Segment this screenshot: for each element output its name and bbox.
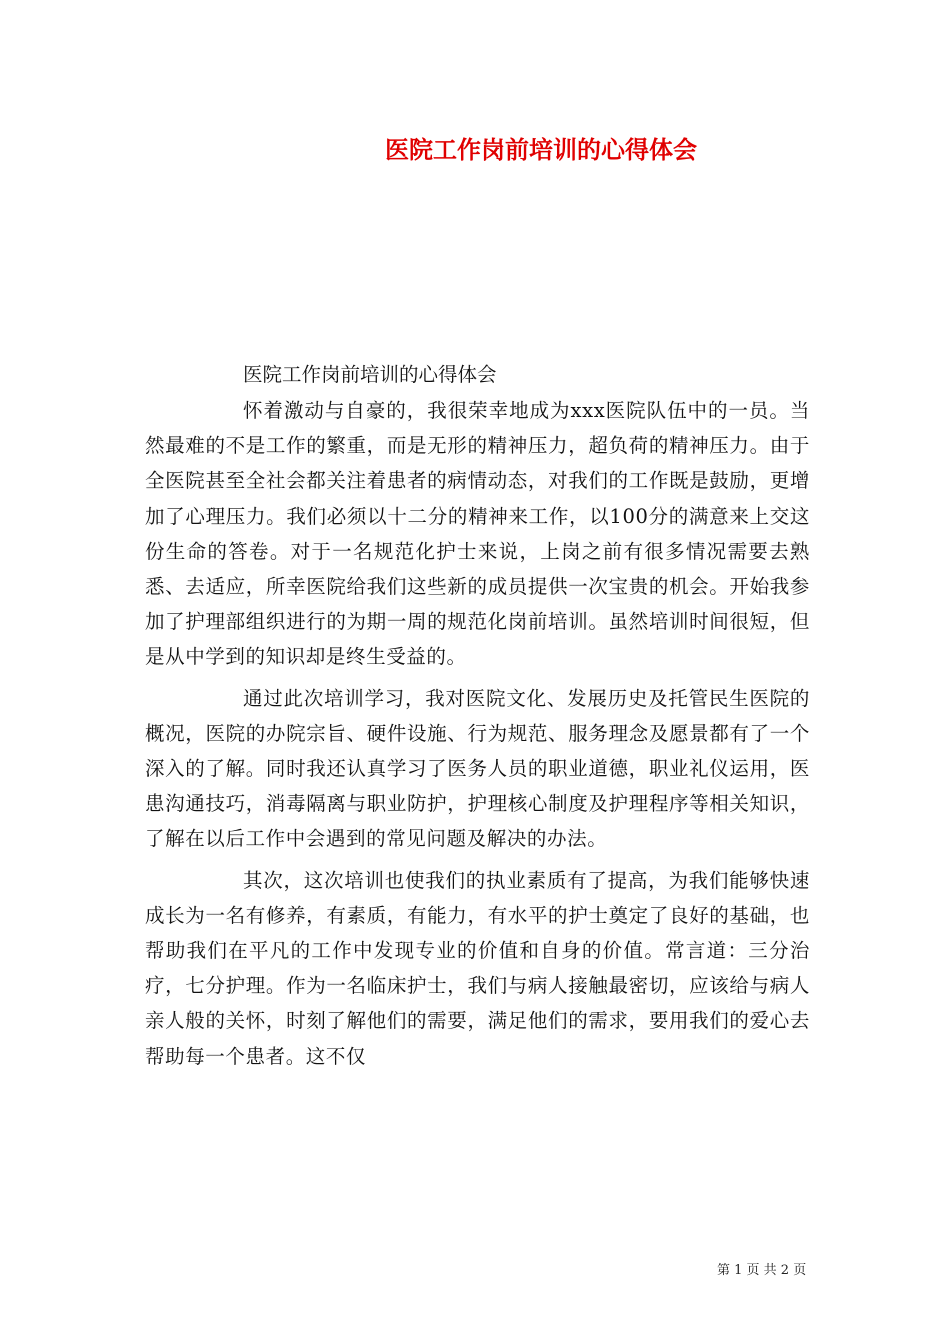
paragraph-3: 其次，这次培训也使我们的执业素质有了提高，为我们能够快速成长为一名有修养，有素质，有能力，有水平的护士奠定了良好的基础，也帮助我们在平凡的工作中发现专业的价值和自身的价值。常言道：三分治疗，七分护理。作为一名临床护士，我们与病人接触最密切，应该给与病人亲人般的关怀，时刻了解他们的需要，满足他们的需求，要用我们的爱心去帮助每一个患者。这不仅	[145, 868, 810, 1068]
paragraph-2: 通过此次培训学习，我对医院文化、发展历史及托管民生医院的概况，医院的办院宗旨、硬件设施、行为规范、服务理念及愿景都有了一个深入的了解。同时我还认真学习了医务人员的职业道德，职业礼仪运用，医患沟通技巧，消毒隔离与职业防护，护理核心制度及护理程序等相关知识，了解在以后工作中会遇到的常见问题及解决的办法。	[145, 686, 810, 851]
document-body	[145, 357, 810, 1080]
paragraph-1: 怀着激动与自豪的，我很荣幸地成为xxx医院队伍中的一员。当然最难的不是工作的繁重，而是无形的精神压力，超负荷的精神压力。由于全医院甚至全社会都关注着患者的病情动态，对我们的工作既是鼓励，更增加了心理压力。我们必须以十二分的精神来工作，以100分的满意来上交这份生命的答卷。对于一名规范化护士来说，上岗之前有很多情况需要去熟悉、去适应，所幸医院给我们这些新的成员提供一次宝贵的机会。开始我参加了护理部组织进行的为期一周的规范化岗前培训。虽然培训时间很短，但是从中学到的知识却是终生受益的。	[145, 399, 810, 669]
document-subtitle: 医院工作岗前培训的心得体会	[243, 363, 497, 386]
page-number: 第 1 页 共 2 页	[717, 1263, 807, 1278]
document-title: 医院工作岗前培训的心得体会	[385, 135, 697, 164]
